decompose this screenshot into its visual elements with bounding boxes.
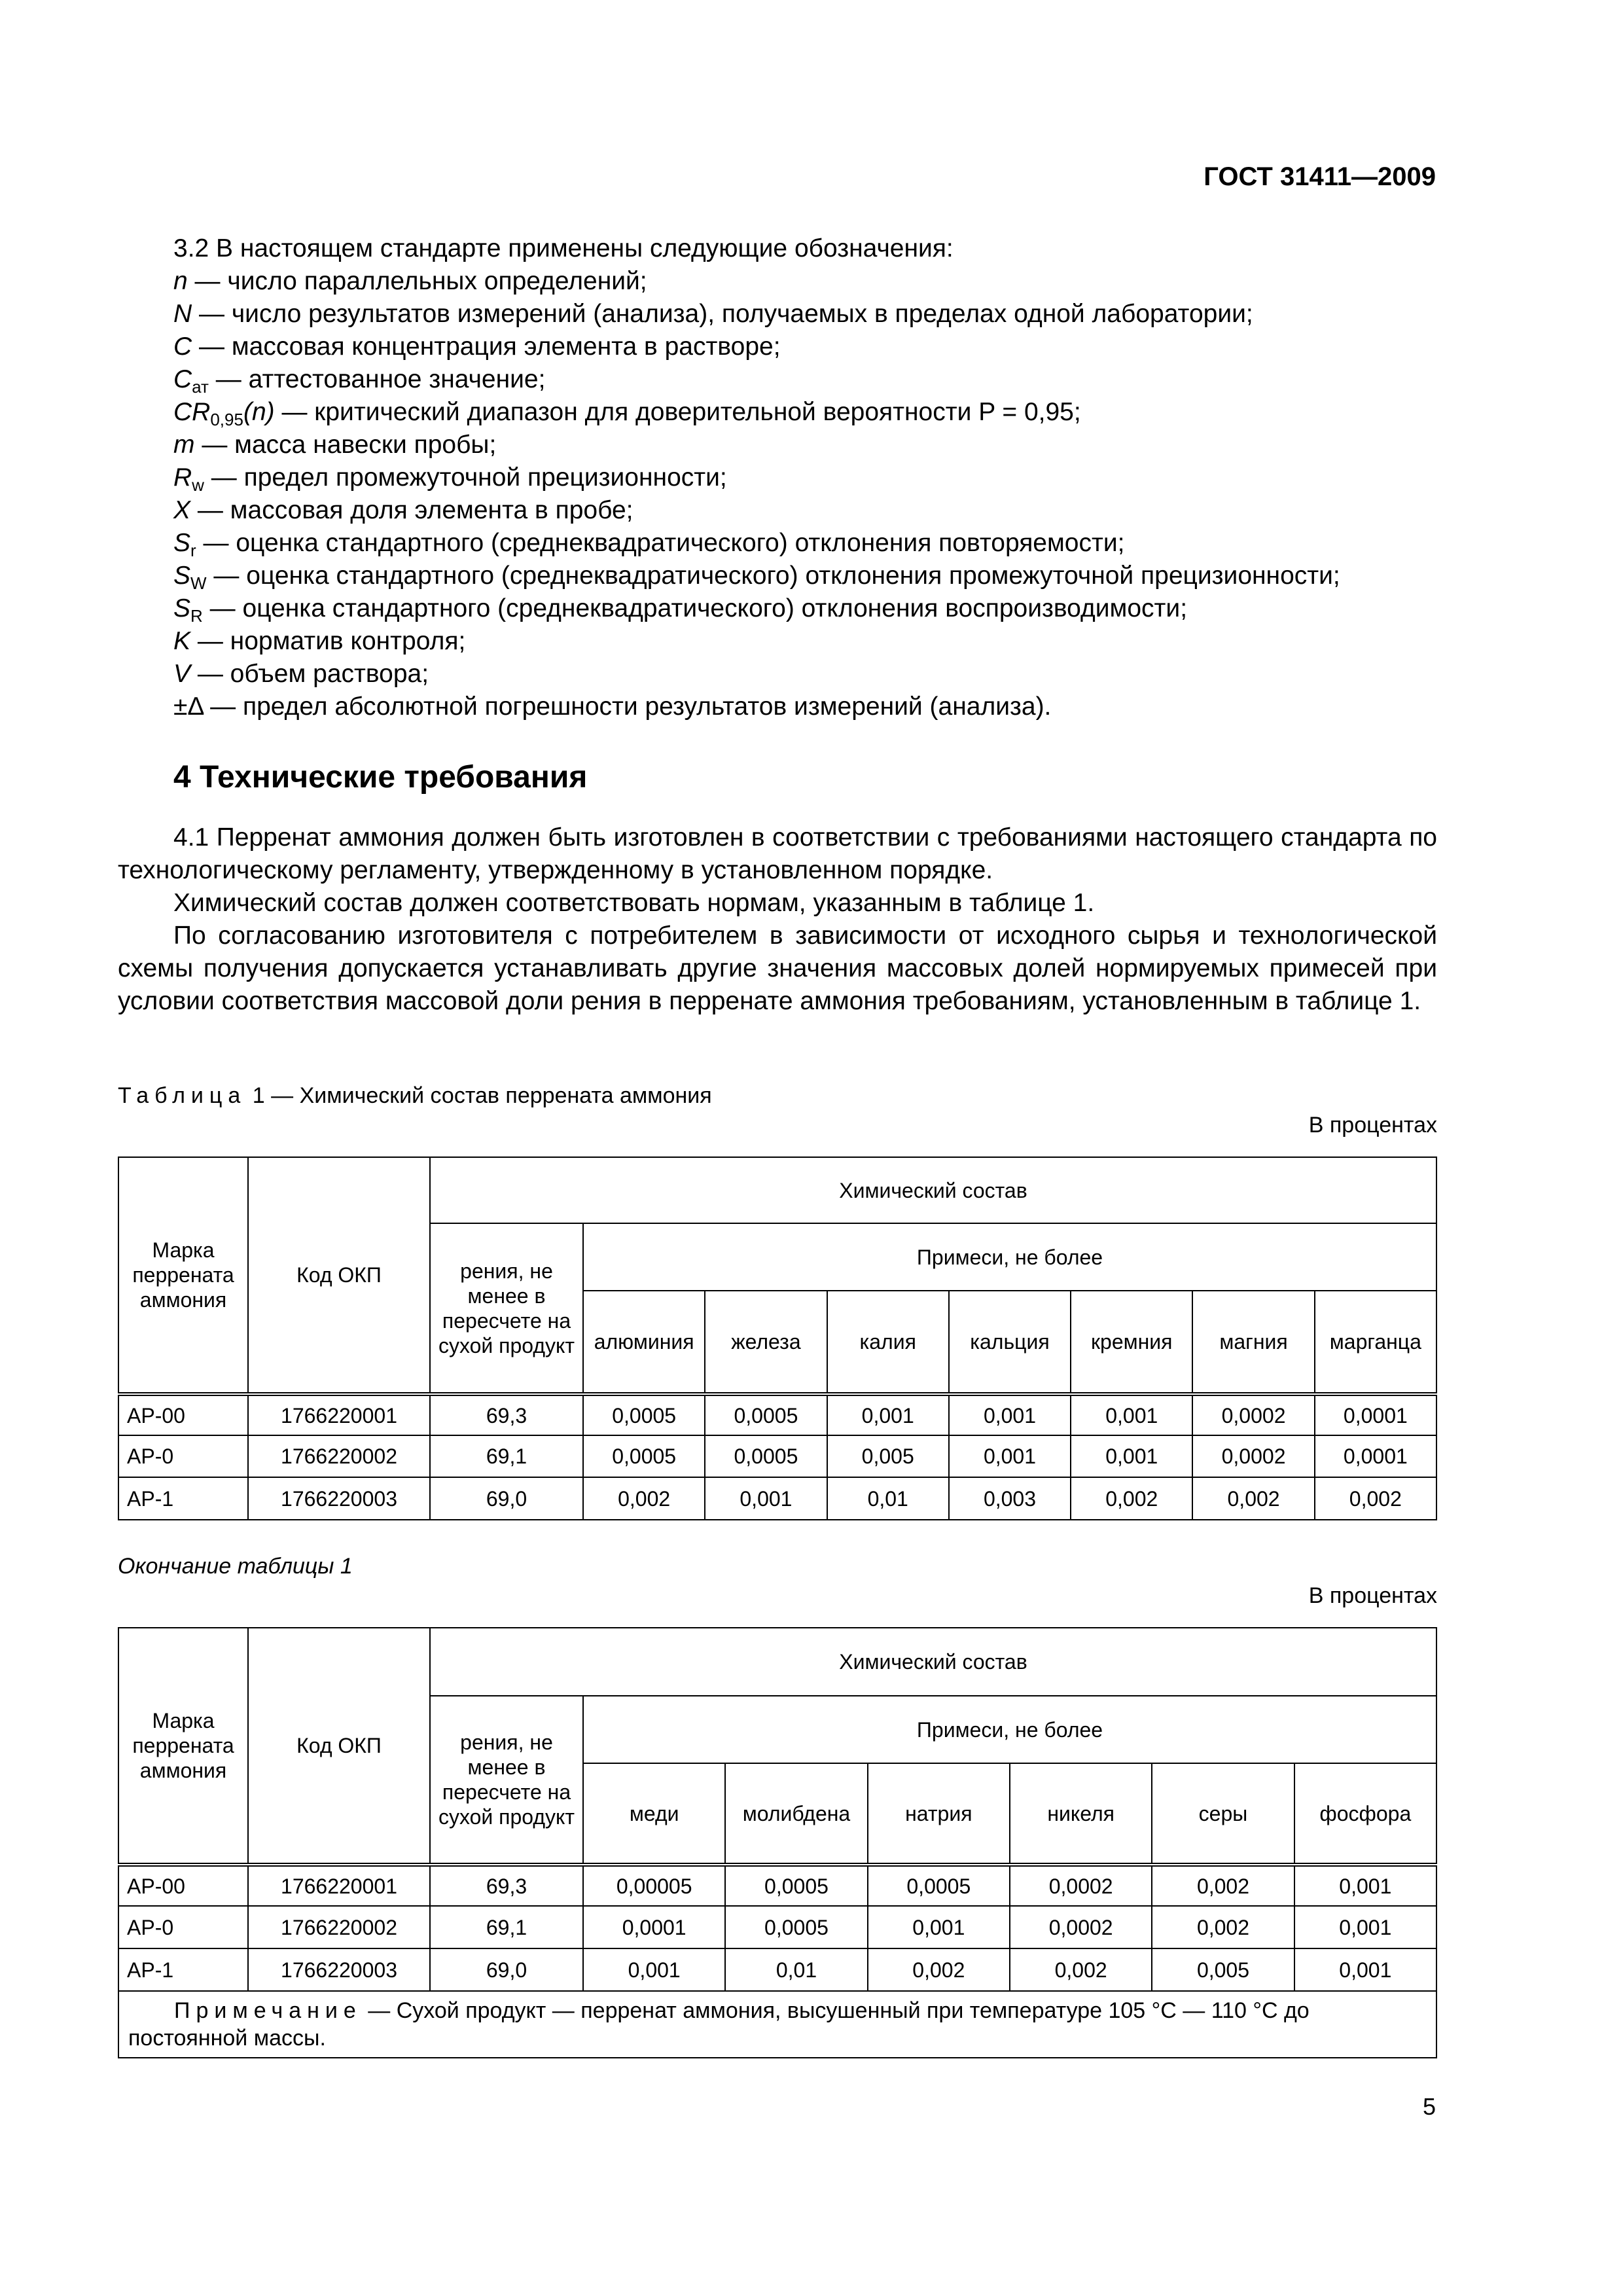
symbol: n (173, 267, 188, 295)
symbol-definition (173, 691, 1443, 723)
symbol-description: — оценка стандартного (среднеквадратического) отклонения промежуточной прецизионности; (206, 562, 1340, 590)
symbol-definition (173, 625, 1443, 658)
header-composition: Химический состав (430, 1628, 1436, 1696)
table-cell: 1766220003 (248, 1477, 430, 1520)
table-cell: 0,003 (949, 1477, 1071, 1520)
table-cell: 0,002 (1192, 1477, 1314, 1520)
symbol: X (173, 496, 191, 524)
page-number: 5 (1422, 2093, 1436, 2120)
symbol-description: — критический диапазон для доверительной вероятности P = 0,95; (274, 398, 1081, 426)
header-mark: Марка перрената аммония (118, 1628, 248, 1865)
header-mark: Марка перрената аммония (118, 1157, 248, 1394)
table-cell: АР-0 (118, 1435, 248, 1477)
symbol-description: — оценка стандартного (среднеквадратического) отклонения повторяемости; (196, 529, 1125, 557)
table-row (118, 1906, 1436, 1948)
symbol-description: — массовая доля элемента в пробе; (190, 496, 633, 524)
symbol-description: — предел промежуточной прецизионности; (204, 463, 727, 492)
symbol: S (173, 529, 191, 557)
header-code: Код ОКП (248, 1157, 430, 1394)
table-cell: 0,002 (583, 1477, 705, 1520)
table-cell: 0,002 (1071, 1477, 1192, 1520)
header-impurities: Примеси, не более (583, 1223, 1436, 1291)
note-text: — Сухой продукт — перренат аммония, высушенный при температуре 105 °С — 110 °С до постоянной массы. (128, 1998, 1310, 2051)
header-element: магния (1192, 1291, 1314, 1394)
header-element: алюминия (583, 1291, 705, 1394)
chemical-composition-table-end (118, 1627, 1437, 2058)
table-row (118, 1948, 1436, 1991)
table-unit: В процентах (1308, 1583, 1437, 1608)
symbol: S (173, 594, 191, 622)
table-cell: 0,0005 (725, 1865, 867, 1906)
symbol-definition (173, 331, 1443, 363)
table-cell: 69,0 (430, 1948, 583, 1991)
symbols-intro: 3.2 В настоящем стандарте применены следующие обозначения: (173, 234, 954, 262)
table-cell: 1766220002 (248, 1906, 430, 1948)
table-cell: 1766220001 (248, 1394, 430, 1435)
header-element: фосфора (1294, 1763, 1436, 1865)
header-element: калия (827, 1291, 949, 1394)
table-cell: АР-00 (118, 1865, 248, 1906)
table-cell: 0,0005 (583, 1435, 705, 1477)
table-row (118, 1865, 1436, 1906)
symbol-description: — аттестованное значение; (208, 365, 546, 393)
table-cell: АР-1 (118, 1477, 248, 1520)
table-row (118, 1435, 1436, 1477)
table-cell: 0,002 (1315, 1477, 1436, 1520)
header-element: никеля (1010, 1763, 1152, 1865)
table-cell: 0,01 (827, 1477, 949, 1520)
table-cell: 0,002 (1152, 1906, 1294, 1948)
symbol-definition (173, 298, 1443, 331)
symbol: N (173, 300, 192, 328)
symbol-subscript: ат (192, 377, 209, 397)
symbol-definition (173, 429, 1443, 461)
header-element: марганца (1315, 1291, 1436, 1394)
table-cell: 0,005 (827, 1435, 949, 1477)
table-cell: 0,001 (1294, 1906, 1436, 1948)
symbol-subscript: R (190, 606, 203, 626)
symbol: C (173, 332, 192, 361)
table-cell: 0,0001 (583, 1906, 725, 1948)
symbol-description: — массовая концентрация элемента в растворе; (192, 332, 781, 361)
table-cell: 0,001 (1071, 1435, 1192, 1477)
symbol-definition (173, 658, 1443, 691)
table-cell: 0,0001 (1315, 1394, 1436, 1435)
table-note-row (118, 1991, 1436, 2058)
table-cell: 0,0005 (583, 1394, 705, 1435)
symbol-definition (173, 363, 1443, 396)
symbol-description: — объем раствора; (190, 660, 429, 688)
header-element: натрия (868, 1763, 1010, 1865)
table-cell: 0,0001 (1315, 1435, 1436, 1477)
table-cell: 0,001 (949, 1394, 1071, 1435)
table-cell: АР-0 (118, 1906, 248, 1948)
table-cell: 1766220003 (248, 1948, 430, 1991)
table-cell: 0,001 (827, 1394, 949, 1435)
table-cell: 0,0002 (1192, 1394, 1314, 1435)
symbol-description: — оценка стандартного (среднеквадратического) отклонения воспроизводимости; (202, 594, 1188, 622)
table-cell: 0,002 (1010, 1948, 1152, 1991)
paragraph: Химический состав должен соответствовать нормам, указанным в таблице 1. (173, 889, 1095, 917)
symbol-subscript: r (190, 541, 196, 560)
symbol: V (173, 660, 191, 688)
table-cell: 0,001 (949, 1435, 1071, 1477)
table-cell: 1766220002 (248, 1435, 430, 1477)
table-continuation-caption: Окончание таблицы 1 (118, 1554, 353, 1579)
table-cell: 0,001 (583, 1948, 725, 1991)
header-rhenium: рения, не менее в пересчете на сухой продукт (430, 1696, 583, 1865)
symbol: CR (173, 398, 211, 426)
symbol: R (173, 463, 192, 492)
symbols-list (173, 232, 1443, 723)
header-code: Код ОКП (248, 1628, 430, 1865)
paragraph: 4.1 Перренат аммония должен быть изготовлен в соответствии с требованиями настоящего стандарта по технологическому регламенту, утвержденному в установленном порядке. (118, 823, 1437, 884)
table-note (118, 1991, 1436, 2058)
symbol-description: — масса навески пробы; (194, 431, 497, 459)
symbol-description: ±Δ — предел абсолютной погрешности результатов измерений (анализа). (173, 692, 1052, 721)
table-cell: 0,001 (705, 1477, 827, 1520)
table-cell: 69,3 (430, 1394, 583, 1435)
table-cell: 0,0005 (705, 1435, 827, 1477)
table-cell: АР-1 (118, 1948, 248, 1991)
section-heading: 4 Технические требования (173, 760, 588, 795)
symbol-definition (173, 265, 1443, 298)
symbol-definition (173, 592, 1443, 625)
chemical-composition-table (118, 1157, 1437, 1520)
symbol-description: — норматив контроля; (190, 627, 466, 655)
table-cell: 0,005 (1152, 1948, 1294, 1991)
header-element: молибдена (725, 1763, 867, 1865)
symbol: S (173, 562, 191, 590)
symbol-subscript: w (192, 475, 204, 495)
table-cell: 69,3 (430, 1865, 583, 1906)
table-cell: 0,002 (868, 1948, 1010, 1991)
table-cell: 0,002 (1152, 1865, 1294, 1906)
symbol-subscript: W (190, 573, 207, 593)
header-element: кремния (1071, 1291, 1192, 1394)
table-cell: 69,1 (430, 1435, 583, 1477)
symbol-definition (173, 396, 1443, 429)
header-element: железа (705, 1291, 827, 1394)
table-cell: 0,00005 (583, 1865, 725, 1906)
table-cell: 0,0002 (1010, 1906, 1152, 1948)
header-element: кальция (949, 1291, 1071, 1394)
table-cell: 0,001 (1071, 1394, 1192, 1435)
table-cell: 0,0005 (705, 1394, 827, 1435)
note-label: Примечание (174, 1998, 362, 2023)
symbol-argument: (n) (243, 398, 275, 426)
table-row (118, 1394, 1436, 1435)
symbol-description: — число результатов измерений (анализа), получаемых в пределах одной лаборатории; (192, 300, 1253, 328)
table-cell: 0,0005 (725, 1906, 867, 1948)
paragraph: По согласованию изготовителя с потребителем в зависимости от исходного сырья и технологической схемы получения допускается устанавливать другие значения массовых долей нормируемых примесей при условии соответствия массовой доли рения в перренате аммония требованиям, установленным в таблице 1. (118, 922, 1437, 1015)
table-cell: 0,0005 (868, 1865, 1010, 1906)
table-cell: 0,001 (1294, 1865, 1436, 1906)
table-cell: 1766220001 (248, 1865, 430, 1906)
section-body (118, 821, 1437, 1018)
symbol-description: — число параллельных определений; (187, 267, 647, 295)
symbol: K (173, 627, 191, 655)
table-cell: 0,01 (725, 1948, 867, 1991)
symbol-definition (173, 461, 1443, 494)
symbol-definition (173, 560, 1443, 592)
symbol: C (173, 365, 192, 393)
table-cell: АР-00 (118, 1394, 248, 1435)
table-caption: Таблица 1 — Химический состав перрената аммония (118, 1083, 712, 1108)
table-cell: 0,0002 (1192, 1435, 1314, 1477)
header-impurities: Примеси, не более (583, 1696, 1436, 1763)
header-element: меди (583, 1763, 725, 1865)
table-cell: 69,0 (430, 1477, 583, 1520)
header-rhenium: рения, не менее в пересчете на сухой продукт (430, 1223, 583, 1394)
table-cell: 0,001 (868, 1906, 1010, 1948)
symbol-definition (173, 494, 1443, 527)
symbol: m (173, 431, 195, 459)
table-row (118, 1477, 1436, 1520)
document-code: ГОСТ 31411—2009 (1204, 162, 1436, 191)
symbol-subscript: 0,95 (210, 410, 243, 429)
table-cell: 0,0002 (1010, 1865, 1152, 1906)
header-composition: Химический состав (430, 1157, 1436, 1223)
table-unit: В процентах (1308, 1113, 1437, 1138)
table-cell: 69,1 (430, 1906, 583, 1948)
symbol-definition (173, 527, 1443, 560)
table-cell: 0,001 (1294, 1948, 1436, 1991)
header-element: серы (1152, 1763, 1294, 1865)
